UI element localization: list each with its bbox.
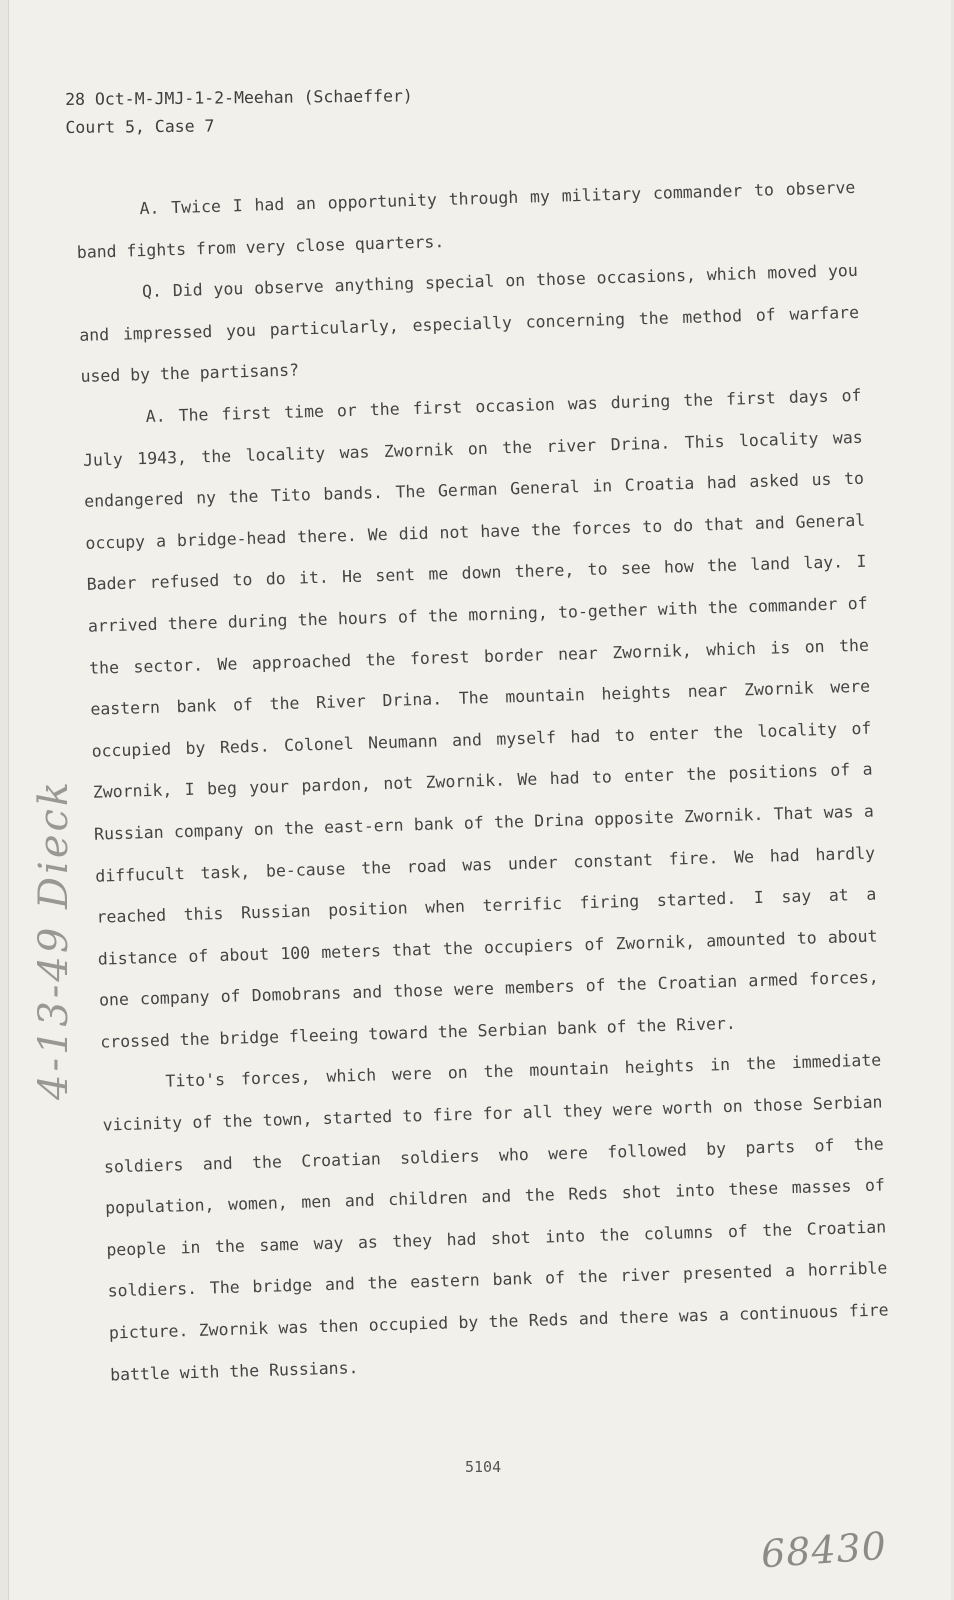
document-page — [8, 0, 951, 1600]
header-line-2: Court 5, Case 7 — [65, 116, 215, 137]
paragraph-4: Tito's forces, which were on the mountain heights in the immediate vicinity of the town, started to fire for all they were worth on those Serbian soldiers and the Croatian soldiers who were followed by parts of the population, women, men and children and the Reds shot into these masses of people in the same way as they had shot into the columns of the Croatian soldiers. The bridge and the eastern bank of the river presented a horrible picture. Zwornik was then occupied by the Reds and there was a continuous fire battle with the Russians. — [102, 1050, 889, 1385]
paragraph-2: Q. Did you observe anything special on those occasions, which moved you and impressed you particularly, especially concerning the method of warfare used by the partisans? — [79, 261, 860, 387]
document-header — [65, 82, 413, 142]
page-number: 5104 — [465, 1458, 502, 1476]
handwritten-margin-note: 4-13-49 Dieck — [31, 778, 77, 1100]
handwritten-document-number: 68430 — [759, 1523, 889, 1577]
testimony-body — [75, 167, 890, 1396]
paragraph-3: A. The first time or the first occasion was during the first days of July 1943, the locality was Zwornik on the river Drina. This locality was endangered ny the Tito bands. The German General in Croatia had asked us to occupy a bridge-head there. We did not have the forces to do that and General Bader refused to do it. He sent me down there, to see how the land lay. I arrived there during the hours of the morning, to-gether with the commander of the sector. We approached the forest border near Zwornik, which is on the eastern bank of the River Drina. The mountain heights near Zwornik were occupied by Reds. Colonel Neumann and myself had to enter the locality of Zwornik, I beg your pardon, not Zwornik. We had to enter the positions of a Russian company on the east-ern bank of the Drina opposite Zwornik. That was a diffucult task, be-cause the road was under constant fire. We had hardly reached this Russian position when terrific firing started. I say at a distance of about 100 meters that the occupiers of Zwornik, amounted to about one company of Domobrans and those were members of the Croatian armed forces, crossed the bridge fleeing toward the Serbian bank of the River. — [82, 385, 879, 1052]
header-line-1: 28 Oct-M-JMJ-1-2-Meehan (Schaeffer) — [65, 86, 413, 109]
paragraph-1: A. Twice I had an opportunity through my military commander to observe band fights from very close quarters. — [76, 177, 856, 262]
